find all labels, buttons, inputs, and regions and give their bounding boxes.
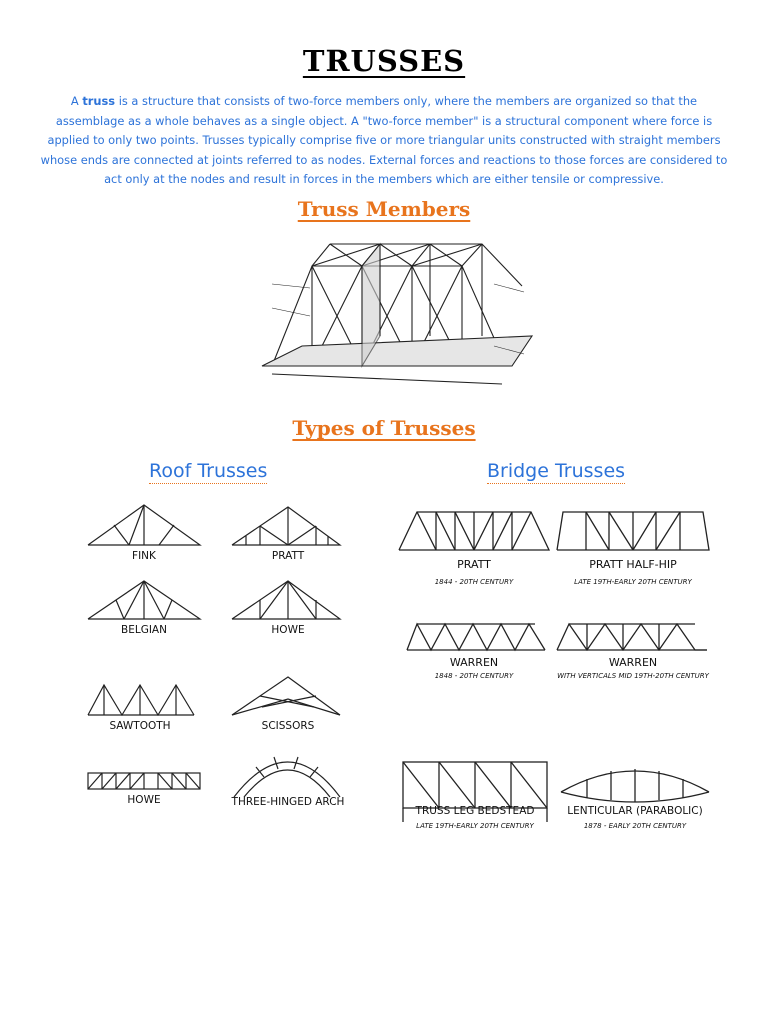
- bridge-era-bedstead: LATE 19TH-EARLY 20TH CENTURY: [416, 822, 534, 830]
- bridge-name-pratt: PRATT: [457, 558, 491, 571]
- bridge-era-pratt: 1844 - 20TH CENTURY: [434, 578, 514, 586]
- intro-prefix: A: [70, 94, 83, 108]
- roof-trusses-svg: [84, 497, 344, 847]
- sawtooth-truss-drawing: [88, 685, 194, 715]
- howe-roof-drawing: [232, 581, 340, 619]
- lenticular-drawing: [561, 769, 709, 802]
- intro-paragraph: [36, 92, 732, 190]
- truss-members-diagram: [232, 226, 552, 394]
- bridge-trusses-svg: [397, 500, 713, 885]
- bridge-era-pratt-half-hip: LATE 19TH-EARLY 20TH CENTURY: [574, 578, 692, 586]
- bridge-name-warren-verticals: WARREN: [608, 656, 658, 669]
- bridge-trusses-heading: Bridge Trusses: [487, 460, 626, 482]
- three-hinged-arch-drawing: [234, 757, 340, 797]
- page-title: TRUSSES: [302, 44, 466, 78]
- bridge-name-pratt-half-hip: PRATT HALF-HIP: [589, 558, 677, 571]
- bridge-name-lenticular: LENTICULAR (PARABOLIC): [567, 805, 703, 817]
- warren-bridge-drawing: [407, 624, 545, 650]
- bridge-name-bedstead: TRUSS LEG BEDSTEAD: [415, 805, 535, 817]
- pratt-roof-drawing: [232, 507, 340, 545]
- warren-verticals-drawing: [557, 624, 707, 650]
- truss-members-illustration: [232, 226, 552, 394]
- roof-name-pratt: PRATT: [271, 550, 305, 562]
- belgian-truss-drawing: [88, 581, 200, 619]
- bridge-era-warren-verticals: WITH VERTICALS MID 19TH-20TH CENTURY: [557, 672, 709, 680]
- roof-name-scissors: SCISSORS: [261, 720, 315, 732]
- roof-trusses-panel: [84, 497, 344, 847]
- intro-bold-term: truss: [82, 94, 116, 108]
- types-of-trusses-heading: Types of Trusses: [292, 416, 476, 440]
- bridge-trusses-panel: [397, 500, 713, 885]
- truss-members-heading: Truss Members: [297, 197, 471, 221]
- fink-truss-drawing: [88, 505, 200, 545]
- roof-name-howe: HOWE: [271, 624, 305, 636]
- roof-name-howe-flat: HOWE: [127, 794, 161, 806]
- pratt-bridge-drawing: [399, 512, 549, 550]
- roof-name-arch: THREE-HINGED ARCH: [231, 796, 344, 808]
- bridge-name-warren: WARREN: [449, 656, 499, 669]
- intro-body: is a structure that consists of two-force members only, where the members are organized so that the assemblage as a whole behaves as a single object. A "two-force member" is a structural component where force is applied to only two points. Trusses typically comprise five or more triangular units constructed with straight members whose ends are connected at joints referred to as nodes. External forces and reactions to those forces are considered to act only at the nodes and result in forces in the members which are either tensile or compressive.: [40, 94, 728, 186]
- roof-name-belgian: BELGIAN: [121, 624, 167, 636]
- bridge-era-lenticular: 1878 - EARLY 20TH CENTURY: [583, 822, 687, 830]
- scissors-truss-drawing: [232, 677, 340, 715]
- roof-trusses-heading: Roof Trusses: [149, 460, 268, 482]
- pratt-half-hip-drawing: [557, 512, 709, 550]
- howe-flat-drawing: [88, 773, 200, 789]
- roof-name-sawtooth: SAWTOOTH: [109, 720, 171, 732]
- roof-name-fink: FINK: [132, 550, 156, 562]
- bridge-era-warren: 1848 - 20TH CENTURY: [434, 672, 514, 680]
